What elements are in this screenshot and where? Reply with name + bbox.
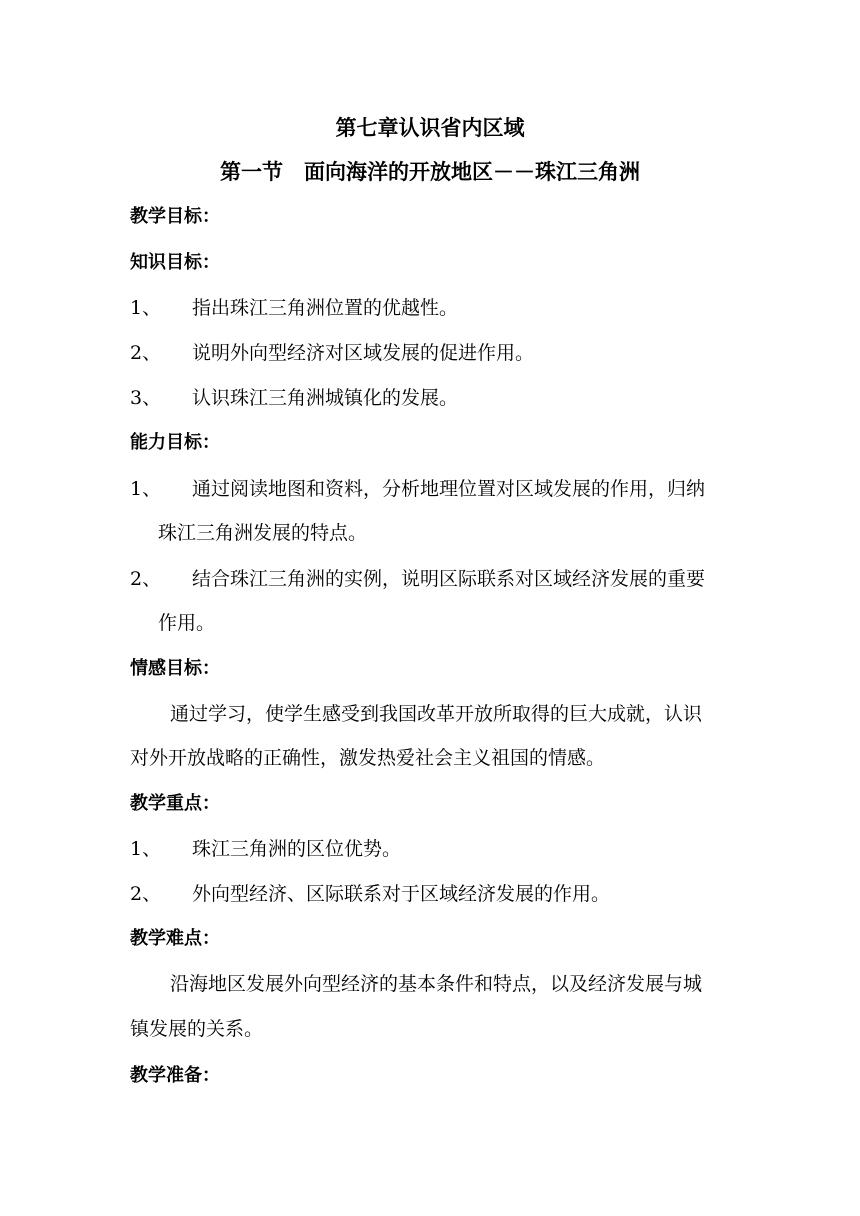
knowledge-item-3-text: 认识珠江三角洲城镇化的发展。 (192, 387, 459, 409)
emotion-goals-line-2: 对外开放战略的正确性，激发热爱社会主义祖国的情感。 (130, 747, 606, 769)
chapter-title: 第七章认识省内区域 (335, 116, 525, 140)
knowledge-item-1-text: 指出珠江三角洲位置的优越性。 (192, 297, 459, 319)
ability-item-1-line-2: 珠江三角洲发展的特点。 (158, 522, 368, 544)
key-points-heading: 教学重点： (130, 793, 220, 814)
knowledge-item-2-number: 2、 (130, 342, 162, 364)
ability-item-1-number: 1、 (130, 478, 162, 500)
ability-item-2-number: 2、 (130, 568, 162, 590)
ability-goals-heading: 能力目标： (130, 432, 220, 453)
difficulties-line-1: 沿海地区发展外向型经济的基本条件和特点，以及经济发展与城 (170, 973, 703, 995)
section-title: 第一节 面向海洋的开放地区－－珠江三角洲 (220, 160, 640, 184)
key-point-1-text: 珠江三角洲的区位优势。 (192, 838, 402, 860)
knowledge-item-2-text: 说明外向型经济对区域发展的促进作用。 (192, 342, 535, 364)
ability-item-2-line-2: 作用。 (158, 612, 216, 634)
difficulties-line-2: 镇发展的关系。 (130, 1018, 264, 1040)
knowledge-item-1-number: 1、 (130, 297, 162, 319)
ability-item-1-line-1: 通过阅读地图和资料，分析地理位置对区域发展的作用，归纳 (192, 478, 706, 500)
teaching-goals-heading: 教学目标： (130, 206, 220, 227)
key-point-1-number: 1、 (130, 838, 162, 860)
knowledge-goals-heading: 知识目标： (130, 252, 220, 273)
emotion-goals-line-1: 通过学习，使学生感受到我国改革开放所取得的巨大成就，认识 (170, 703, 703, 725)
emotion-goals-heading: 情感目标： (130, 658, 220, 679)
key-point-2-number: 2、 (130, 883, 162, 905)
key-point-2-text: 外向型经济、区际联系对于区域经济发展的作用。 (192, 883, 611, 905)
preparation-heading: 教学准备： (130, 1065, 220, 1086)
difficulties-heading: 教学难点： (130, 928, 220, 949)
ability-item-2-line-1: 结合珠江三角洲的实例，说明区际联系对区域经济发展的重要 (192, 568, 706, 590)
knowledge-item-3-number: 3、 (130, 387, 162, 409)
